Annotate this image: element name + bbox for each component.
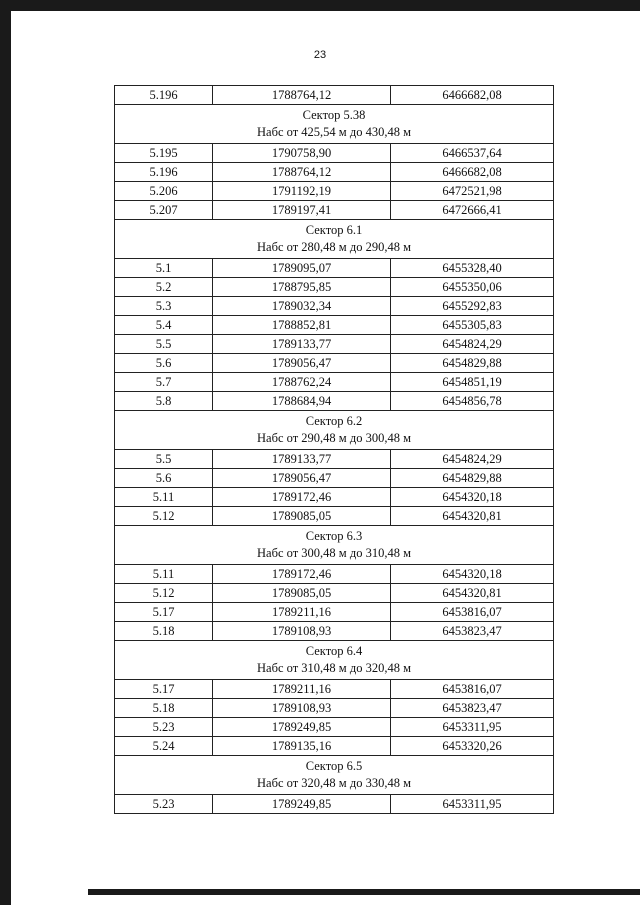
sector-height-range: Набс от 310,48 м до 320,48 м — [257, 661, 411, 675]
page-number: 23 — [313, 49, 327, 61]
table-row — [115, 163, 554, 182]
x-coordinate-cell: 1788852,81 — [213, 316, 391, 335]
table-row — [115, 354, 554, 373]
table-row — [115, 737, 554, 756]
x-coordinate-cell: 1789211,16 — [213, 603, 391, 622]
point-id-cell: 5.2 — [115, 278, 213, 297]
sector-header-cell — [115, 756, 554, 795]
sector-header-row — [115, 641, 554, 680]
y-coordinate-cell: 6453823,47 — [391, 622, 554, 641]
x-coordinate-cell: 1788684,94 — [213, 392, 391, 411]
x-coordinate-cell: 1788764,12 — [213, 86, 391, 105]
table-row — [115, 622, 554, 641]
x-coordinate-cell: 1790758,90 — [213, 144, 391, 163]
point-id-cell: 5.11 — [115, 565, 213, 584]
point-id-cell: 5.24 — [115, 737, 213, 756]
table-row — [115, 335, 554, 354]
sector-header-cell — [115, 220, 554, 259]
table-row — [115, 297, 554, 316]
y-coordinate-cell: 6455350,06 — [391, 278, 554, 297]
sector-header-cell — [115, 526, 554, 565]
sector-title: Сектор 6.1 — [305, 223, 363, 237]
table-row — [115, 584, 554, 603]
point-id-cell: 5.17 — [115, 680, 213, 699]
table-row — [115, 144, 554, 163]
point-id-cell: 5.11 — [115, 488, 213, 507]
y-coordinate-cell: 6453816,07 — [391, 603, 554, 622]
x-coordinate-cell: 1789197,41 — [213, 201, 391, 220]
table-row — [115, 795, 554, 814]
sector-height-range: Набс от 280,48 м до 290,48 м — [257, 240, 411, 254]
sector-header-cell — [115, 641, 554, 680]
point-id-cell: 5.12 — [115, 507, 213, 526]
x-coordinate-cell: 1789135,16 — [213, 737, 391, 756]
x-coordinate-cell: 1789133,77 — [213, 450, 391, 469]
y-coordinate-cell: 6455328,40 — [391, 259, 554, 278]
scan-edge-bottom — [88, 889, 640, 895]
y-coordinate-cell: 6454320,81 — [391, 584, 554, 603]
sector-header-row — [115, 105, 554, 144]
table-row — [115, 201, 554, 220]
x-coordinate-cell: 1789056,47 — [213, 354, 391, 373]
point-id-cell: 5.18 — [115, 699, 213, 718]
table-row — [115, 392, 554, 411]
table-row — [115, 182, 554, 201]
y-coordinate-cell: 6466682,08 — [391, 86, 554, 105]
sector-height-range: Набс от 290,48 м до 300,48 м — [257, 431, 411, 445]
sector-header-row — [115, 411, 554, 450]
x-coordinate-cell: 1789249,85 — [213, 718, 391, 737]
table-row — [115, 565, 554, 584]
coordinates-table-body — [115, 86, 554, 814]
table-row — [115, 603, 554, 622]
x-coordinate-cell: 1789085,05 — [213, 584, 391, 603]
point-id-cell: 5.17 — [115, 603, 213, 622]
x-coordinate-cell: 1789172,46 — [213, 488, 391, 507]
sector-title: Сектор 6.3 — [305, 529, 363, 543]
point-id-cell: 5.3 — [115, 297, 213, 316]
x-coordinate-cell: 1788795,85 — [213, 278, 391, 297]
y-coordinate-cell: 6455305,83 — [391, 316, 554, 335]
y-coordinate-cell: 6453816,07 — [391, 680, 554, 699]
x-coordinate-cell: 1789108,93 — [213, 622, 391, 641]
sector-header-cell — [115, 411, 554, 450]
sector-header-row — [115, 220, 554, 259]
point-id-cell: 5.207 — [115, 201, 213, 220]
y-coordinate-cell: 6453311,95 — [391, 795, 554, 814]
x-coordinate-cell: 1789133,77 — [213, 335, 391, 354]
coordinates-table — [114, 85, 554, 814]
y-coordinate-cell: 6454851,19 — [391, 373, 554, 392]
sector-header-row — [115, 526, 554, 565]
point-id-cell: 5.6 — [115, 469, 213, 488]
y-coordinate-cell: 6453320,26 — [391, 737, 554, 756]
sector-height-range: Набс от 300,48 м до 310,48 м — [257, 546, 411, 560]
y-coordinate-cell: 6466682,08 — [391, 163, 554, 182]
table-row — [115, 259, 554, 278]
x-coordinate-cell: 1789172,46 — [213, 565, 391, 584]
y-coordinate-cell: 6454824,29 — [391, 335, 554, 354]
x-coordinate-cell: 1789085,05 — [213, 507, 391, 526]
y-coordinate-cell: 6454829,88 — [391, 354, 554, 373]
point-id-cell: 5.4 — [115, 316, 213, 335]
point-id-cell: 5.7 — [115, 373, 213, 392]
y-coordinate-cell: 6454320,81 — [391, 507, 554, 526]
scan-edge-top — [0, 0, 640, 11]
x-coordinate-cell: 1789095,07 — [213, 259, 391, 278]
point-id-cell: 5.5 — [115, 335, 213, 354]
sector-header-cell — [115, 105, 554, 144]
y-coordinate-cell: 6472521,98 — [391, 182, 554, 201]
point-id-cell: 5.1 — [115, 259, 213, 278]
x-coordinate-cell: 1789032,34 — [213, 297, 391, 316]
sector-height-range: Набс от 320,48 м до 330,48 м — [257, 776, 411, 790]
point-id-cell: 5.18 — [115, 622, 213, 641]
scan-edge-left — [0, 0, 11, 905]
x-coordinate-cell: 1789249,85 — [213, 795, 391, 814]
x-coordinate-cell: 1789056,47 — [213, 469, 391, 488]
y-coordinate-cell: 6453311,95 — [391, 718, 554, 737]
x-coordinate-cell: 1788762,24 — [213, 373, 391, 392]
sector-title: Сектор 6.5 — [305, 759, 363, 773]
x-coordinate-cell: 1788764,12 — [213, 163, 391, 182]
table-row — [115, 469, 554, 488]
y-coordinate-cell: 6454824,29 — [391, 450, 554, 469]
table-row — [115, 278, 554, 297]
table-row — [115, 488, 554, 507]
table-row — [115, 373, 554, 392]
x-coordinate-cell: 1789108,93 — [213, 699, 391, 718]
y-coordinate-cell: 6466537,64 — [391, 144, 554, 163]
table-row — [115, 507, 554, 526]
y-coordinate-cell: 6454320,18 — [391, 488, 554, 507]
table-row — [115, 680, 554, 699]
x-coordinate-cell: 1791192,19 — [213, 182, 391, 201]
y-coordinate-cell: 6453823,47 — [391, 699, 554, 718]
x-coordinate-cell: 1789211,16 — [213, 680, 391, 699]
point-id-cell: 5.195 — [115, 144, 213, 163]
y-coordinate-cell: 6454856,78 — [391, 392, 554, 411]
sector-title: Сектор 6.4 — [305, 644, 363, 658]
table-row — [115, 450, 554, 469]
table-row — [115, 699, 554, 718]
point-id-cell: 5.23 — [115, 718, 213, 737]
point-id-cell: 5.196 — [115, 163, 213, 182]
point-id-cell: 5.6 — [115, 354, 213, 373]
sector-title: Сектор 5.38 — [302, 108, 366, 122]
point-id-cell: 5.23 — [115, 795, 213, 814]
sector-header-row — [115, 756, 554, 795]
point-id-cell: 5.206 — [115, 182, 213, 201]
y-coordinate-cell: 6455292,83 — [391, 297, 554, 316]
table-row — [115, 86, 554, 105]
point-id-cell: 5.196 — [115, 86, 213, 105]
point-id-cell: 5.8 — [115, 392, 213, 411]
table-row — [115, 718, 554, 737]
table-row — [115, 316, 554, 335]
y-coordinate-cell: 6454829,88 — [391, 469, 554, 488]
y-coordinate-cell: 6472666,41 — [391, 201, 554, 220]
point-id-cell: 5.12 — [115, 584, 213, 603]
sector-title: Сектор 6.2 — [305, 414, 363, 428]
y-coordinate-cell: 6454320,18 — [391, 565, 554, 584]
point-id-cell: 5.5 — [115, 450, 213, 469]
sector-height-range: Набс от 425,54 м до 430,48 м — [257, 125, 411, 139]
